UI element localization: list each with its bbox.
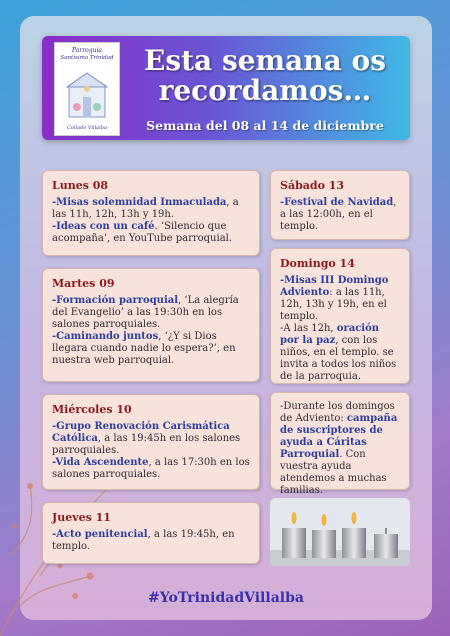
advent-candles-image bbox=[270, 498, 410, 566]
box-adviento bbox=[270, 392, 410, 496]
box-domingo bbox=[270, 248, 410, 384]
event-item: -Ideas con un café. ‘Silencio que acompaña’, en YouTube parroquial. bbox=[52, 221, 233, 244]
church-drawing-icon bbox=[63, 67, 111, 121]
event-item: -Durante los domingos de Adviento: campaña de suscriptores de ayuda a Cáritas Parroquial. Con vuestra ayuda atendemos a muchas familias. bbox=[280, 401, 398, 496]
event-item: -Festival de Navidad, a las 12:00h, en el templo. bbox=[280, 197, 397, 232]
day-title: Domingo 14 bbox=[280, 257, 355, 270]
event-item: -Acto penitencial, a las 19:45h, en templo. bbox=[52, 529, 235, 552]
event-item: -Misas III Domingo Adviento: a las 11h, 12h, 13h y 19h, en el templo. bbox=[280, 275, 389, 322]
box-jueves bbox=[42, 502, 260, 564]
event-item: -Formación parroquial, ‘La alegría del Evangelio’ a las 19:30h en los salones parroquiales. bbox=[52, 295, 239, 330]
day-title: Miércoles 10 bbox=[52, 403, 132, 416]
event-item: -Caminando juntos, ‘¿Y si Dios llegara cuando nadie lo espera?’, en nuestra web parroquial. bbox=[52, 331, 236, 366]
page-title bbox=[124, 46, 406, 106]
week-subtitle: Semana del 08 al 14 de diciembre bbox=[146, 118, 384, 133]
header-banner bbox=[42, 36, 410, 140]
day-title: Sábado 13 bbox=[280, 179, 345, 192]
box-sabado bbox=[270, 170, 410, 240]
day-title: Martes 09 bbox=[52, 277, 115, 290]
logo-bottom-text: Collado Villalba bbox=[67, 125, 107, 131]
box-miercoles bbox=[42, 394, 260, 490]
event-item: -Grupo Renovación Carismática Católica, a las 19:45h en los salones parroquiales. bbox=[52, 421, 241, 456]
box-lunes bbox=[42, 170, 260, 256]
box-martes bbox=[42, 268, 260, 382]
event-item: -Misas solemnidad Inmaculada, a las 11h, 12h, 13h y 19h. bbox=[52, 197, 239, 220]
title-line-1: Esta semana os bbox=[144, 44, 386, 77]
hashtag: #YoTrinidadVillalba bbox=[148, 590, 304, 606]
parish-logo bbox=[54, 42, 120, 136]
logo-name-text: Santísima Trinidad bbox=[60, 55, 114, 61]
event-item: -Vida Ascendente, a las 17:30h en los salones parroquiales. bbox=[52, 457, 250, 480]
day-title: Jueves 11 bbox=[52, 511, 111, 524]
logo-top-text: Parroquia bbox=[72, 47, 102, 54]
candles-icon bbox=[270, 498, 410, 566]
title-line-2: recordamos… bbox=[158, 74, 372, 107]
event-item: -A las 12h, oración por la paz, con los niños, en el templo. se invita a todos los niños de la parroquia. bbox=[280, 323, 397, 382]
day-title: Lunes 08 bbox=[52, 179, 109, 192]
